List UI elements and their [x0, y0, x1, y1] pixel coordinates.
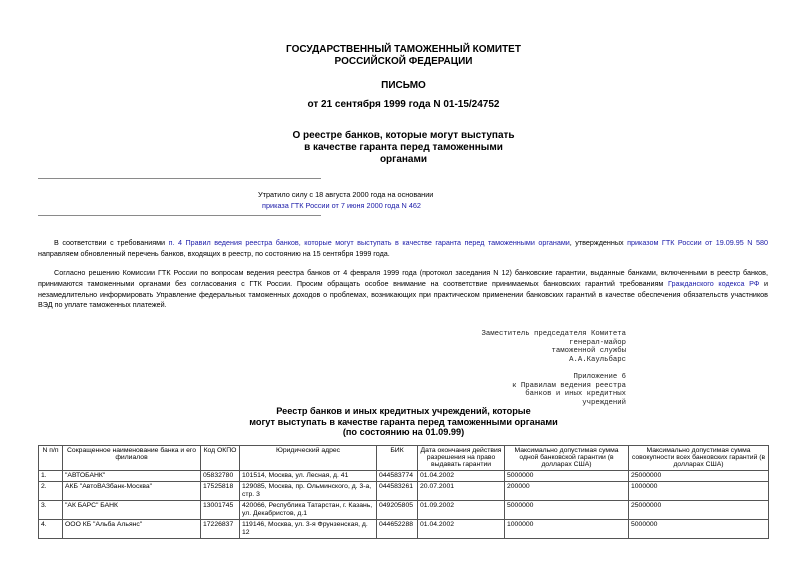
table-cell: 5000000 [505, 471, 629, 482]
paragraph-1-text-b: , утвержденных [569, 238, 628, 247]
bank-registry-table [38, 445, 769, 539]
table-row [39, 501, 769, 520]
table-cell: 420066, Республика Татарстан, г. Казань, ул. Декабристов, д.1 [240, 501, 377, 520]
table-header-row [39, 446, 769, 471]
signature-rank: генерал-майор [569, 338, 626, 347]
doc-type: ПИСЬМО [381, 80, 426, 91]
table-cell: "АВТОБАНК" [63, 471, 201, 482]
validity-note-text: Утратило силу с 18 августа 2000 года на основании [258, 190, 434, 199]
issuer-line-2: РОССИЙСКОЙ ФЕДЕРАЦИИ [334, 56, 473, 67]
validity-order-link[interactable]: приказа ГТК России от 7 июня 2000 года N 462 [262, 201, 421, 210]
paragraph-2-text-a: Согласно решению Комиссии ГТК России по вопросам ведения реестра банков от 4 февраля 1999 года (протокол заседания N 12) банковские гарантии, выданные банками, включенными в реестр банков, принимаются таможенными органами без согласования с ГТК России. Просим обращать особое внимание на соответствие принимаемых банковских гарантий требованиям [38, 268, 768, 288]
table-row [39, 482, 769, 501]
table-cell: 5000000 [505, 501, 629, 520]
civil-code-link[interactable]: Гражданского кодекса РФ [668, 278, 760, 288]
rules-clause-link[interactable]: п. 4 Правил ведения реестра банков, которые могут выступать в качестве гаранта перед таможенными органами [168, 238, 570, 247]
col-header-max-single: Максимально допустимая сумма одной банковской гарантии (в долларах США) [505, 446, 629, 471]
table-cell: 044652288 [377, 520, 418, 539]
table-cell: 01.09.2002 [418, 501, 505, 520]
table-cell: 119146, Москва, ул. 3-я Фрунзенская, д. 12 [240, 520, 377, 539]
col-header-bank-name: Сокращенное наименование банка и его филиалов [63, 446, 201, 471]
table-cell: 1. [39, 471, 63, 482]
table-cell: 049205805 [377, 501, 418, 520]
table-cell: 4. [39, 520, 63, 539]
table-cell: 129085, Москва, пр. Ольминского, д. 3-а, стр. 3 [240, 482, 377, 501]
subject-line-2: в качестве гаранта перед таможенными [304, 142, 503, 153]
table-cell: "АК БАРС" БАНК [63, 501, 201, 520]
table-cell: ООО КБ "Альба Альянс" [63, 520, 201, 539]
table-cell: 044583774 [377, 471, 418, 482]
paragraph-2-text-b: и незамедлительно информировать Управление федеральных таможенных доходов о проблемах, возникающих при практическом применении банковских гарантий в качестве обеспечения обязательств участников ВЭД по уплате таможенных платежей. [38, 278, 768, 310]
table-cell: 25000000 [629, 501, 769, 520]
divider-bottom [38, 215, 321, 216]
signature-name: А.А.Каульбарс [569, 356, 626, 365]
paragraph-2 [38, 268, 768, 311]
validity-note [0, 189, 807, 211]
table-cell: 3. [39, 501, 63, 520]
paragraph-1 [38, 238, 768, 260]
table-cell: 200000 [505, 482, 629, 501]
appendix-ref-3: учреждений [582, 399, 626, 408]
table-cell: 25000000 [629, 471, 769, 482]
issuer-line-1: ГОСУДАРСТВЕННЫЙ ТАМОЖЕННЫЙ КОМИТЕТ [286, 44, 521, 55]
order-580-link[interactable]: приказом ГТК России от 19.09.95 N 580 [627, 238, 768, 247]
subject-line-1: О реестре банков, которые могут выступать [292, 130, 515, 141]
registry-title-line-3: (по состоянию на 01.09.99) [342, 427, 465, 437]
registry-title [0, 406, 807, 438]
table-cell: 2. [39, 482, 63, 501]
table-row [39, 520, 769, 539]
table-cell: 20.07.2001 [418, 482, 505, 501]
doc-date-number: от 21 сентября 1999 года N 01-15/24752 [307, 99, 500, 110]
col-header-number: N п/п [39, 446, 63, 471]
table-cell: 044583261 [377, 482, 418, 501]
divider-top [38, 178, 321, 179]
appendix-number: Приложение 6 [573, 373, 626, 381]
table-cell: 17525818 [201, 482, 240, 501]
appendix-ref-1: к Правилам ведения реестра [512, 381, 626, 390]
table-cell: 01.04.2002 [418, 471, 505, 482]
registry-title-line-1: Реестр банков и иных кредитных учреждений, которые [276, 406, 531, 416]
col-header-okpo: Код ОКПО [201, 446, 240, 471]
signature-service: таможенной службы [551, 347, 626, 356]
table-cell: 1000000 [505, 520, 629, 539]
signature-position: Заместитель председателя Комитета [481, 330, 626, 338]
paragraph-1-text-a: В соответствии с требованиями [54, 238, 169, 247]
registry-title-line-2: могут выступать в качестве гаранта перед таможенными органами [249, 416, 558, 427]
col-header-address: Юридический адрес [240, 446, 377, 471]
table-cell: 13001745 [201, 501, 240, 520]
table-cell: 01.04.2002 [418, 520, 505, 539]
col-header-max-total: Максимально допустимая сумма совокупности всех банковских гарантий (в долларах США) [629, 446, 769, 471]
table-row [39, 471, 769, 482]
paragraph-1-text-c: направляем обновленный перечень банков, входящих в реестр, по состоянию на 15 сентября 1999 года. [38, 248, 390, 258]
subject-line-3: органами [379, 154, 428, 165]
signature-block [481, 330, 626, 365]
table-cell: 05832780 [201, 471, 240, 482]
table-cell: 1000000 [629, 482, 769, 501]
table-cell: 5000000 [629, 520, 769, 539]
col-header-expiry: Дата окончания действия разрешения на право выдавать гарантии [418, 446, 505, 471]
table-cell: 101514, Москва, ул. Лесная, д. 41 [240, 471, 377, 482]
appendix-block [512, 373, 626, 408]
appendix-ref-2: банков и иных кредитных [525, 390, 626, 399]
table-cell: АКБ "АвтоВАЗбанк-Москва" [63, 482, 201, 501]
table-cell: 17226837 [201, 520, 240, 539]
col-header-bik: БИК [377, 446, 418, 471]
